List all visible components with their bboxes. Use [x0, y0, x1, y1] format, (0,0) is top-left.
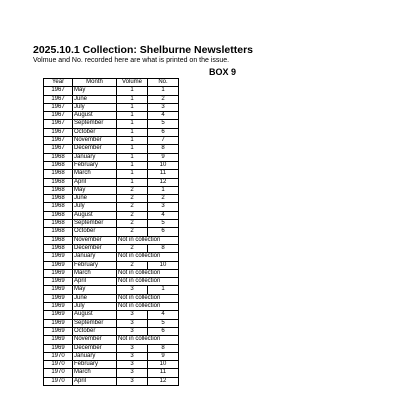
- table-body: [44, 87, 179, 386]
- table-row: [44, 87, 179, 95]
- table-row: [44, 170, 179, 178]
- cell-year: 1969: [44, 294, 73, 302]
- cell-year: 1970: [44, 369, 73, 377]
- cell-year: 1969: [44, 311, 73, 319]
- cell-year: 1968: [44, 203, 73, 211]
- cell-month: April: [73, 377, 117, 385]
- cell-volume: 1: [117, 103, 148, 111]
- cell-month: January: [73, 352, 117, 360]
- table-row: [44, 120, 179, 128]
- cell-no: 5: [148, 220, 179, 228]
- table-row: [44, 195, 179, 203]
- cell-month: February: [73, 161, 117, 169]
- cell-note: Not in collection: [117, 269, 179, 277]
- cell-volume: 3: [117, 361, 148, 369]
- cell-month: September: [73, 220, 117, 228]
- cell-year: 1968: [44, 228, 73, 236]
- table-row: [44, 236, 179, 244]
- cell-year: 1969: [44, 278, 73, 286]
- cell-month: April: [73, 178, 117, 186]
- table-row: [44, 369, 179, 377]
- cell-volume: 3: [117, 352, 148, 360]
- cell-no: 4: [148, 112, 179, 120]
- cell-year: 1969: [44, 344, 73, 352]
- table-row: [44, 336, 179, 344]
- cell-month: June: [73, 195, 117, 203]
- cell-volume: 1: [117, 170, 148, 178]
- cell-no: 4: [148, 311, 179, 319]
- cell-month: October: [73, 228, 117, 236]
- cell-month: November: [73, 236, 117, 244]
- cell-month: October: [73, 128, 117, 136]
- cell-volume: 3: [117, 286, 148, 294]
- header-no: No.: [148, 79, 179, 87]
- cell-no: 5: [148, 319, 179, 327]
- cell-year: 1969: [44, 253, 73, 261]
- cell-year: 1967: [44, 95, 73, 103]
- table-row: [44, 303, 179, 311]
- document-subtitle: Volmue and No. recorded here are what is printed on the issue.: [33, 57, 230, 64]
- cell-volume: 1: [117, 145, 148, 153]
- cell-month: August: [73, 311, 117, 319]
- cell-no: 5: [148, 120, 179, 128]
- cell-month: July: [73, 303, 117, 311]
- cell-month: January: [73, 153, 117, 161]
- cell-month: April: [73, 278, 117, 286]
- table-row: [44, 361, 179, 369]
- table-row: [44, 178, 179, 186]
- table-row: [44, 228, 179, 236]
- table-row: [44, 153, 179, 161]
- cell-year: 1969: [44, 303, 73, 311]
- cell-month: September: [73, 319, 117, 327]
- cell-volume: 1: [117, 120, 148, 128]
- table-row: [44, 253, 179, 261]
- cell-no: 3: [148, 103, 179, 111]
- cell-volume: 3: [117, 344, 148, 352]
- cell-volume: 2: [117, 186, 148, 194]
- table-row: [44, 186, 179, 194]
- cell-month: May: [73, 87, 117, 95]
- cell-note: Not in collection: [117, 236, 179, 244]
- cell-note: Not in collection: [117, 303, 179, 311]
- cell-month: January: [73, 253, 117, 261]
- cell-volume: 1: [117, 137, 148, 145]
- cell-no: 9: [148, 352, 179, 360]
- cell-month: December: [73, 145, 117, 153]
- table-row: [44, 103, 179, 111]
- cell-volume: 2: [117, 211, 148, 219]
- cell-year: 1969: [44, 327, 73, 335]
- cell-year: 1970: [44, 361, 73, 369]
- cell-volume: 3: [117, 369, 148, 377]
- table-row: [44, 203, 179, 211]
- cell-year: 1967: [44, 137, 73, 145]
- table-row: [44, 319, 179, 327]
- cell-year: 1967: [44, 128, 73, 136]
- cell-year: 1969: [44, 261, 73, 269]
- cell-no: 10: [148, 161, 179, 169]
- table-row: [44, 161, 179, 169]
- cell-no: 1: [148, 186, 179, 194]
- cell-year: 1968: [44, 236, 73, 244]
- cell-volume: 1: [117, 112, 148, 120]
- cell-month: March: [73, 369, 117, 377]
- cell-volume: 1: [117, 178, 148, 186]
- cell-no: 12: [148, 178, 179, 186]
- cell-no: 11: [148, 170, 179, 178]
- cell-no: 1: [148, 286, 179, 294]
- cell-no: 12: [148, 377, 179, 385]
- cell-month: March: [73, 269, 117, 277]
- cell-no: 6: [148, 228, 179, 236]
- cell-note: Not in collection: [117, 336, 179, 344]
- cell-no: 10: [148, 261, 179, 269]
- cell-year: 1967: [44, 145, 73, 153]
- box-label: BOX 9: [209, 67, 237, 77]
- cell-month: May: [73, 286, 117, 294]
- cell-year: 1968: [44, 161, 73, 169]
- cell-volume: 1: [117, 95, 148, 103]
- cell-no: 7: [148, 137, 179, 145]
- cell-no: 10: [148, 361, 179, 369]
- cell-month: June: [73, 294, 117, 302]
- cell-note: Not in collection: [117, 278, 179, 286]
- table-row: [44, 344, 179, 352]
- table-row: [44, 145, 179, 153]
- cell-no: 11: [148, 369, 179, 377]
- table-row: [44, 220, 179, 228]
- cell-year: 1969: [44, 336, 73, 344]
- cell-volume: 1: [117, 161, 148, 169]
- cell-volume: 3: [117, 319, 148, 327]
- cell-no: 3: [148, 203, 179, 211]
- table-row: [44, 294, 179, 302]
- cell-no: 2: [148, 95, 179, 103]
- table-row: [44, 286, 179, 294]
- cell-no: 4: [148, 211, 179, 219]
- cell-month: November: [73, 137, 117, 145]
- cell-no: 9: [148, 153, 179, 161]
- cell-volume: 2: [117, 195, 148, 203]
- cell-month: September: [73, 120, 117, 128]
- header-month: Month: [73, 79, 117, 87]
- cell-note: Not in collection: [117, 253, 179, 261]
- cell-month: November: [73, 336, 117, 344]
- cell-volume: 3: [117, 327, 148, 335]
- cell-volume: 1: [117, 87, 148, 95]
- cell-volume: 2: [117, 203, 148, 211]
- cell-month: August: [73, 211, 117, 219]
- cell-no: 6: [148, 327, 179, 335]
- table-row: [44, 211, 179, 219]
- table-row: [44, 377, 179, 385]
- cell-volume: 2: [117, 261, 148, 269]
- cell-month: July: [73, 203, 117, 211]
- table-row: [44, 311, 179, 319]
- cell-volume: 3: [117, 311, 148, 319]
- cell-year: 1968: [44, 244, 73, 252]
- cell-month: February: [73, 261, 117, 269]
- cell-year: 1968: [44, 186, 73, 194]
- cell-year: 1968: [44, 153, 73, 161]
- cell-month: December: [73, 344, 117, 352]
- header-volume: Volume: [117, 79, 148, 87]
- table-row: [44, 95, 179, 103]
- cell-month: March: [73, 170, 117, 178]
- cell-no: 8: [148, 344, 179, 352]
- cell-no: 6: [148, 128, 179, 136]
- cell-year: 1969: [44, 319, 73, 327]
- cell-year: 1967: [44, 103, 73, 111]
- cell-month: July: [73, 103, 117, 111]
- cell-year: 1968: [44, 220, 73, 228]
- cell-no: 8: [148, 244, 179, 252]
- table-row: [44, 137, 179, 145]
- cell-volume: 2: [117, 244, 148, 252]
- cell-month: December: [73, 244, 117, 252]
- newsletter-table: [43, 78, 179, 386]
- cell-year: 1969: [44, 286, 73, 294]
- table-row: [44, 244, 179, 252]
- cell-no: 1: [148, 87, 179, 95]
- cell-volume: 3: [117, 377, 148, 385]
- table-header-row: [44, 79, 179, 87]
- cell-no: 8: [148, 145, 179, 153]
- cell-month: February: [73, 361, 117, 369]
- table-row: [44, 278, 179, 286]
- table-row: [44, 261, 179, 269]
- document-title: 2025.10.1 Collection: Shelburne Newsletters: [33, 44, 253, 56]
- cell-year: 1967: [44, 87, 73, 95]
- cell-year: 1968: [44, 211, 73, 219]
- cell-year: 1968: [44, 178, 73, 186]
- cell-year: 1970: [44, 377, 73, 385]
- cell-month: August: [73, 112, 117, 120]
- header-year: Year: [44, 79, 73, 87]
- cell-month: May: [73, 186, 117, 194]
- cell-volume: 1: [117, 128, 148, 136]
- cell-year: 1968: [44, 195, 73, 203]
- cell-note: Not in collection: [117, 294, 179, 302]
- table-row: [44, 128, 179, 136]
- cell-year: 1970: [44, 352, 73, 360]
- table-row: [44, 352, 179, 360]
- cell-month: June: [73, 95, 117, 103]
- cell-no: 2: [148, 195, 179, 203]
- cell-volume: 1: [117, 153, 148, 161]
- cell-year: 1969: [44, 269, 73, 277]
- cell-volume: 2: [117, 228, 148, 236]
- cell-month: October: [73, 327, 117, 335]
- cell-year: 1968: [44, 170, 73, 178]
- cell-year: 1967: [44, 120, 73, 128]
- table-row: [44, 269, 179, 277]
- cell-volume: 2: [117, 220, 148, 228]
- table-row: [44, 327, 179, 335]
- cell-year: 1967: [44, 112, 73, 120]
- table-row: [44, 112, 179, 120]
